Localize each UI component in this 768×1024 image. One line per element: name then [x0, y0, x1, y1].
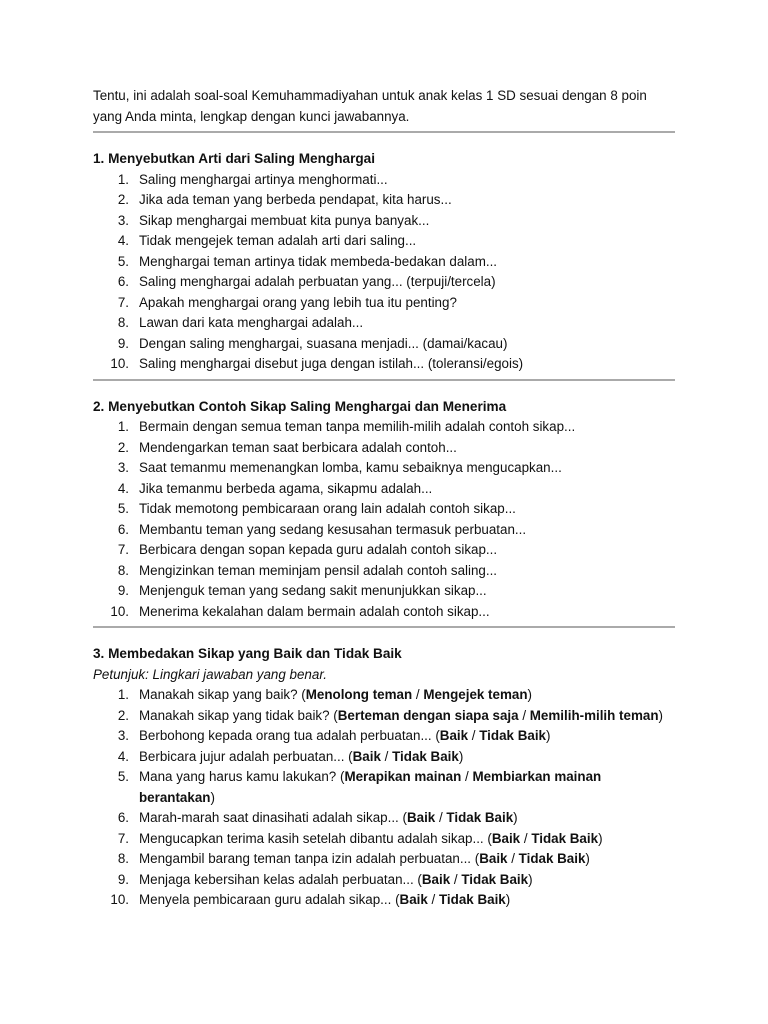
item-number: 8. — [117, 562, 129, 578]
option-separator: / — [507, 851, 519, 866]
list-item — [93, 417, 675, 438]
divider — [93, 626, 675, 628]
list-item — [93, 540, 675, 561]
option-separator: / — [461, 769, 473, 784]
option-separator: / — [435, 810, 447, 825]
list-item — [93, 685, 675, 706]
question-text: Mengambil barang teman tanpa izin adalah perbuatan... ( — [139, 851, 480, 866]
answer-option-b: Membiarkan mainan berantakan — [139, 769, 602, 805]
item-number: 4. — [117, 480, 129, 496]
item-number: 5. — [117, 253, 129, 269]
option-separator: / — [427, 892, 439, 907]
list-item — [93, 808, 675, 829]
item-number: 4. — [117, 233, 129, 248]
item-number: 1. — [117, 419, 129, 434]
section-title: 2. Menyebutkan Contoh Sikap Saling Menghargai dan Menerima — [93, 398, 507, 414]
question-text: Bermain dengan semua teman tanpa memilih-milih adalah contoh sikap... — [139, 419, 576, 434]
list-item — [93, 479, 675, 500]
answer-option-b: Tidak Baik — [392, 748, 459, 764]
instruction-text: Petunjuk: Lingkari jawaban yang benar. — [93, 666, 327, 682]
item-number: 7. — [117, 830, 129, 846]
option-separator: / — [450, 871, 462, 887]
list-item — [93, 190, 675, 211]
question-text: Berbicara jujur adalah perbuatan... ( — [139, 748, 353, 764]
closing-paren: ) — [658, 707, 663, 723]
closing-paren: ) — [458, 748, 464, 764]
item-number: 5. — [117, 501, 129, 516]
list-item — [93, 767, 675, 808]
closing-paren: ) — [505, 892, 511, 907]
section-title: 1. Menyebutkan Arti dari Saling Menghargai — [93, 151, 375, 166]
list-item — [93, 438, 675, 459]
list-item — [93, 890, 675, 911]
answer-option-a: Baik — [491, 830, 521, 846]
option-separator: / — [380, 748, 393, 764]
option-separator: / — [520, 830, 532, 846]
section-2 — [93, 397, 675, 623]
question-text: Manakah sikap yang tidak baik? ( — [139, 707, 338, 723]
item-number: 2. — [117, 707, 129, 723]
closing-paren: ) — [598, 830, 603, 846]
list-item — [93, 458, 675, 479]
list-item — [93, 313, 675, 334]
item-number: 6. — [117, 274, 129, 289]
answer-option-b: Tidak Baik — [439, 892, 506, 907]
item-number: 2. — [117, 439, 129, 455]
question-text: Lawan dari kata menghargai adalah... — [139, 315, 364, 330]
question-text: Menerima kekalahan dalam bermain adalah contoh sikap... — [139, 603, 490, 619]
closing-paren: ) — [513, 810, 518, 825]
item-number: 8. — [117, 315, 129, 330]
closing-paren: ) — [527, 687, 532, 702]
item-number: 8. — [117, 851, 129, 866]
question-text: Berbicara dengan sopan kepada guru adalah contoh sikap... — [139, 542, 498, 557]
list-item — [93, 499, 675, 520]
answer-option-a: Merapikan mainan — [344, 769, 462, 784]
list-item — [93, 602, 675, 623]
answer-option-b: Tidak Baik — [479, 728, 546, 743]
question-text: Berbohong kepada orang tua adalah perbuatan... ( — [139, 728, 440, 743]
item-number: 6. — [117, 810, 129, 825]
question-text: Menjaga kebersihan kelas adalah perbuatan... ( — [139, 871, 422, 887]
item-number: 1. — [117, 171, 129, 187]
question-text: Apakah menghargai orang yang lebih tua itu penting? — [139, 294, 457, 310]
closing-paren: ) — [546, 728, 551, 743]
list-item — [93, 581, 675, 602]
answer-option-b: Tidak Baik — [518, 851, 586, 866]
item-number: 3. — [117, 728, 129, 743]
closing-paren: ) — [585, 851, 590, 866]
item-number: 9. — [117, 335, 129, 351]
item-number: 9. — [117, 871, 129, 887]
answer-option-b: Tidak Baik — [461, 871, 529, 887]
list-item — [93, 870, 675, 891]
answer-option-a: Berteman dengan siapa saja — [337, 707, 519, 723]
question-text: Mengucapkan terima kasih setelah dibantu adalah sikap... ( — [139, 830, 492, 846]
question-text: Manakah sikap yang baik? ( — [139, 687, 306, 702]
answer-option-b: Mengejek teman — [423, 687, 528, 702]
question-text: Tidak mengejek teman adalah arti dari saling... — [139, 233, 417, 248]
option-separator: / — [468, 728, 480, 743]
question-text: Menjenguk teman yang sedang sakit menunjukkan sikap... — [139, 583, 487, 598]
question-text: Menghargai teman artinya tidak membeda-bedakan dalam... — [139, 253, 498, 269]
closing-paren: ) — [528, 871, 533, 887]
item-number: 4. — [117, 748, 129, 764]
list-item — [93, 706, 675, 727]
question-text: Saling menghargai disebut juga dengan istilah... (toleransi/egois) — [139, 356, 524, 371]
document-content — [93, 86, 675, 911]
list-item — [93, 293, 675, 314]
list-item — [93, 561, 675, 582]
answer-option-a: Baik — [479, 851, 508, 866]
question-text: Saling menghargai artinya menghormati... — [139, 171, 388, 187]
answer-option-a: Baik — [352, 748, 381, 764]
item-number: 7. — [117, 294, 129, 310]
question-text: Menyela pembicaraan guru adalah sikap... ( — [139, 892, 400, 907]
item-number: 3. — [117, 460, 129, 475]
list-item — [93, 726, 675, 747]
answer-option-b: Memilih-milih teman — [529, 707, 659, 723]
intro-paragraph: Tentu, ini adalah soal-soal Kemuhammadiyahan untuk anak kelas 1 SD sesuai dengan 8 poin yang Anda minta, lengkap dengan kunci jawabannya. — [93, 88, 647, 124]
question-text: Mengizinkan teman meminjam pensil adalah contoh saling... — [139, 562, 498, 578]
item-number: 1. — [117, 687, 129, 702]
question-text: Marah-marah saat dinasihati adalah sikap... ( — [139, 810, 407, 825]
section-title: 3. Membedakan Sikap yang Baik dan Tidak Baik — [93, 646, 402, 661]
question-text: Sikap menghargai membuat kita punya banyak... — [139, 212, 430, 228]
question-text: Saling menghargai adalah perbuatan yang... (terpuji/tercela) — [139, 274, 496, 289]
divider — [93, 379, 675, 381]
question-text: Tidak memotong pembicaraan orang lain adalah contoh sikap... — [139, 501, 516, 516]
question-text: Saat temanmu memenangkan lomba, kamu sebaiknya mengucapkan... — [139, 460, 562, 475]
option-separator: / — [518, 707, 530, 723]
list-item — [93, 252, 675, 273]
item-number: 7. — [117, 542, 129, 557]
item-number: 10. — [110, 356, 129, 371]
list-item — [93, 849, 675, 870]
item-number: 3. — [117, 212, 129, 228]
list-item — [93, 520, 675, 541]
closing-paren: ) — [210, 789, 215, 805]
answer-option-a: Baik — [439, 728, 469, 743]
list-item — [93, 211, 675, 232]
question-list — [93, 685, 675, 911]
question-text: Jika ada teman yang berbeda pendapat, kita harus... — [139, 192, 452, 207]
item-number: 10. — [110, 892, 129, 907]
answer-option-a: Baik — [399, 892, 428, 907]
question-text: Mendengarkan teman saat berbicara adalah contoh... — [139, 439, 457, 455]
answer-option-b: Tidak Baik — [531, 830, 599, 846]
question-text: Jika temanmu berbeda agama, sikapmu adalah... — [139, 480, 433, 496]
item-number: 6. — [117, 521, 129, 537]
list-item — [93, 272, 675, 293]
section-3 — [93, 644, 675, 911]
answer-option-b: Tidak Baik — [446, 810, 514, 825]
answer-option-a: Baik — [406, 810, 436, 825]
list-item — [93, 829, 675, 850]
question-list — [93, 417, 675, 622]
answer-option-a: Menolong teman — [305, 687, 413, 702]
list-item — [93, 334, 675, 355]
question-text: Membantu teman yang sedang kesusahan termasuk perbuatan... — [139, 521, 527, 537]
question-list — [93, 170, 675, 375]
question-text: Mana yang harus kamu lakukan? ( — [139, 769, 345, 784]
item-number: 5. — [117, 769, 129, 784]
option-separator: / — [412, 687, 424, 702]
item-number: 10. — [110, 603, 129, 619]
list-item — [93, 231, 675, 252]
list-item — [93, 354, 675, 375]
divider — [93, 131, 675, 133]
section-1 — [93, 149, 675, 375]
list-item — [93, 747, 675, 768]
answer-option-a: Baik — [421, 871, 451, 887]
item-number: 9. — [117, 583, 129, 598]
question-text: Dengan saling menghargai, suasana menjadi... (damai/kacau) — [139, 335, 508, 351]
item-number: 2. — [117, 192, 129, 207]
list-item — [93, 170, 675, 191]
